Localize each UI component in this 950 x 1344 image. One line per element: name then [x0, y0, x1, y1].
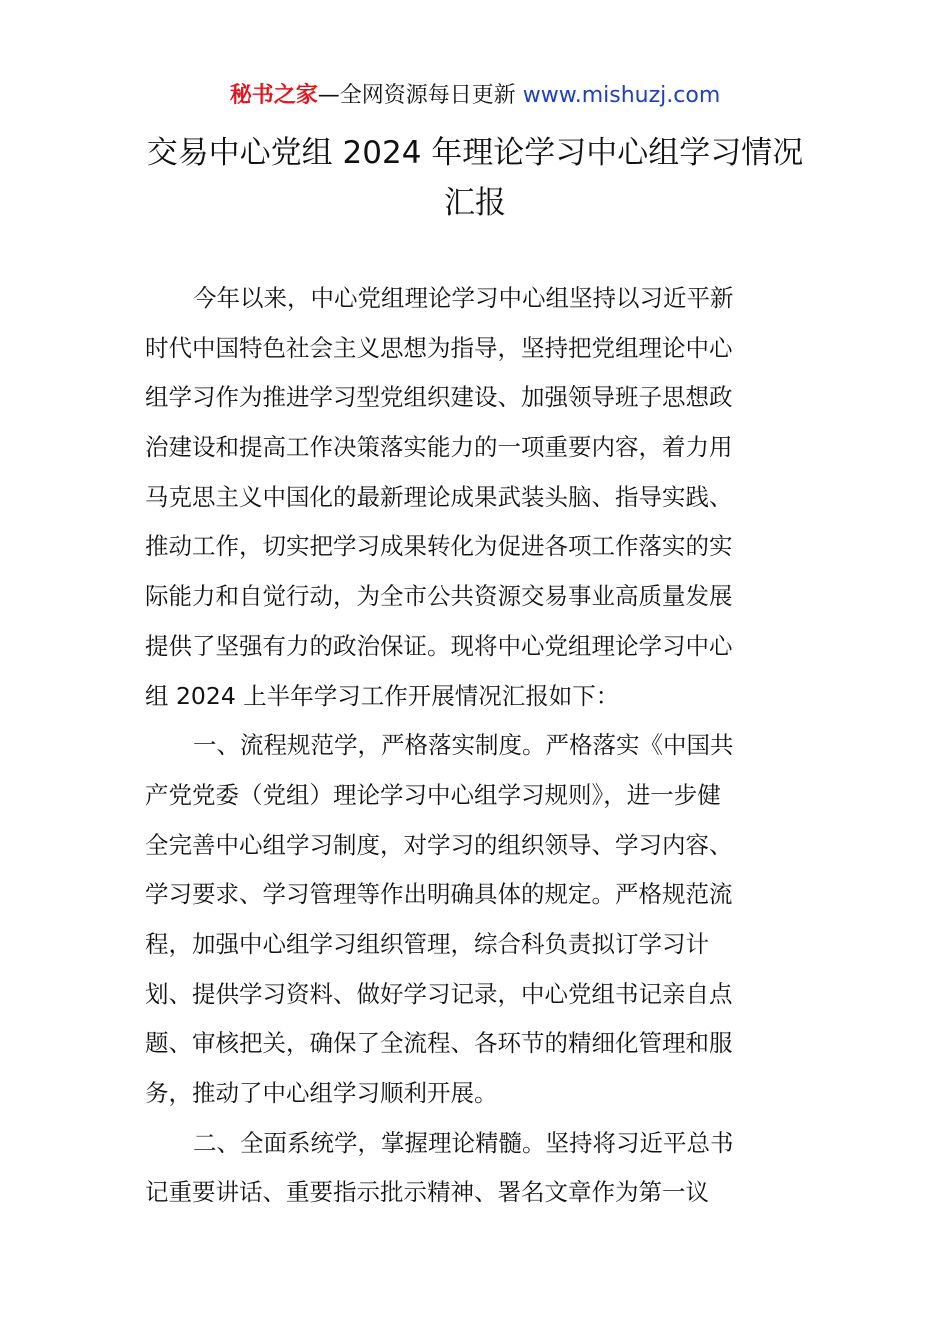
- body-line: 产党党委（党组）理论学习中心组学习规则》，进一步健: [145, 780, 721, 809]
- site-url[interactable]: www.mishuzj.com: [522, 83, 721, 108]
- body-line: 全完善中心组学习制度，对学习的组织领导、学习内容、: [145, 830, 733, 859]
- document-title: [120, 128, 830, 228]
- watermark-header: [0, 80, 950, 112]
- body-line: 马克思主义中国化的最新理论成果武装头脑、指导实践、: [145, 482, 733, 511]
- body-line: 题、审核把关，确保了全流程、各环节的精细化管理和服: [145, 1029, 733, 1058]
- body-line: 组 2024 上半年学习工作开展情况汇报如下：: [145, 681, 620, 710]
- body-line: 际能力和自觉行动，为全市公共资源交易事业高质量发展: [145, 582, 733, 611]
- body-line: 组学习作为推进学习型党组织建设、加强领导班子思想政: [145, 383, 733, 412]
- body-line: 提供了坚强有力的政治保证。现将中心党组理论学习中心: [145, 631, 733, 660]
- body-line: 务，推动了中心组学习顺利开展。: [145, 1079, 498, 1107]
- body-line: 程，加强中心组学习组织管理，综合科负责拟订学习计: [145, 929, 709, 958]
- body-line: 今年以来，中心党组理论学习中心组坚持以习近平新: [193, 284, 734, 312]
- brand-name: 秘书之家: [229, 83, 318, 108]
- section-heading-line: 一、流程规范学，严格落实制度。严格落实《中国共: [193, 731, 734, 760]
- body-text: [145, 274, 810, 1218]
- body-line: 学习要求、学习管理等作出明确具体的规定。严格规范流: [145, 880, 733, 909]
- brand-tagline: —全网资源每日更新: [317, 83, 523, 108]
- body-line: 记重要讲话、重要指示批示精神、署名文章作为第一议: [145, 1178, 709, 1207]
- body-line: 时代中国特色社会主义思想为指导，坚持把党组理论中心: [145, 333, 733, 362]
- title-line-2: 汇报: [444, 185, 506, 221]
- body-line: 划、提供学习资料、做好学习记录，中心党组书记亲自点: [145, 979, 733, 1008]
- body-line: 推动工作，切实把学习成果转化为促进各项工作落实的实: [145, 532, 733, 561]
- body-line: 治建设和提高工作决策落实能力的一项重要内容，着力用: [145, 433, 733, 462]
- section-heading-line: 二、全面系统学，掌握理论精髓。坚持将习近平总书: [193, 1128, 734, 1157]
- title-line-1: 交易中心党组 2024 年理论学习中心组学习情况: [146, 135, 804, 171]
